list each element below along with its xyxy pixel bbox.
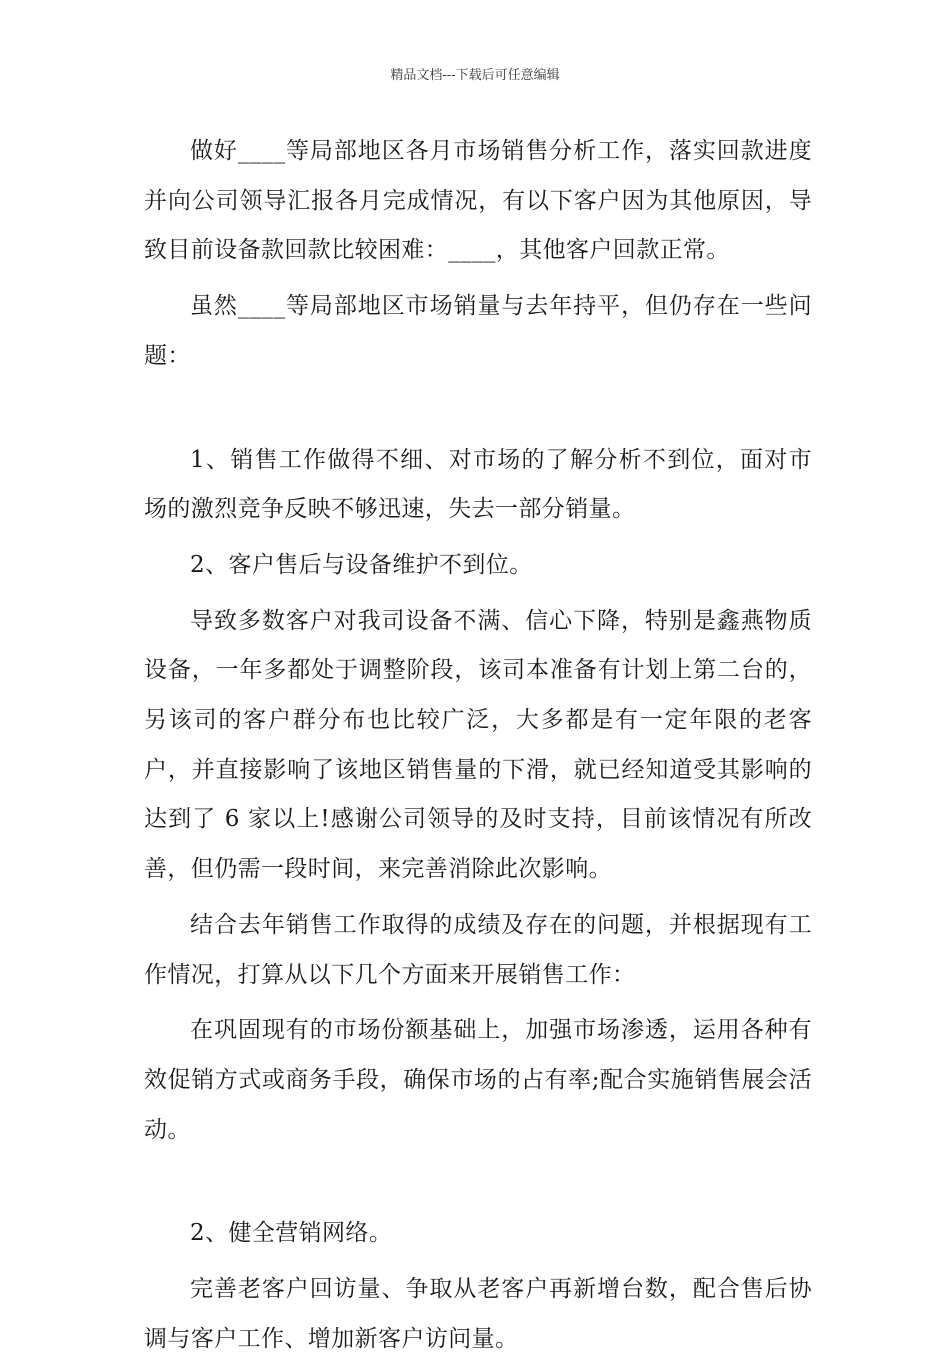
page-header: 精品文档---下载后可任意编辑 [390, 68, 560, 83]
paragraph-plan-intro: 结合去年销售工作取得的成绩及存在的问题，并根据现有工作情况，打算从以下几个方面来开展销售工作： [144, 911, 812, 988]
paragraph-plan-market: 在巩固现有的市场份额基础上，加强市场渗透，运用各种有效促销方式或商务手段，确保市场的占有率;配合实施销售展会活动。 [144, 1017, 812, 1143]
paragraph-problem-1: 1、销售工作做得不细、对市场的了解分析不到位，面对市场的激烈竞争反映不够迅速，失去一部分销量。 [144, 446, 812, 523]
document-body [144, 127, 812, 1370]
paragraph-plan-network-detail: 完善老客户回访量、争取从老客户再新增台数，配合售后协调与客户工作、增加新客户访问量。 [144, 1276, 812, 1352]
paragraph-problem-2-detail: 导致多数客户对我司设备不满、信心下降，特别是鑫燕物质设备，一年多都处于调整阶段，该司本准备有计划上第二台的，另该司的客户群分布也比较广泛，大多都是有一定年限的老客户，并直接影响了该地区销售量的下滑，就已经知道受其影响的达到了 6 家以上!感谢公司领导的及时支持，目前该情况有所改善，但仍需一段时间，来完善消除此次影响。 [144, 607, 812, 883]
paragraph-problem-2: 2、客户售后与设备维护不到位。 [190, 551, 533, 578]
paragraph-market-problems-intro: 虽然____等局部地区市场销量与去年持平，但仍存在一些问题： [144, 293, 812, 369]
paragraph-plan-network: 2、健全营销网络。 [190, 1220, 393, 1247]
paragraph-collection-analysis: 做好____等局部地区各月市场销售分析工作，落实回款进度并向公司领导汇报各月完成情况，有以下客户因为其他原因，导致目前设备款回款比较困难：____，其他客户回款正常。 [144, 138, 812, 264]
